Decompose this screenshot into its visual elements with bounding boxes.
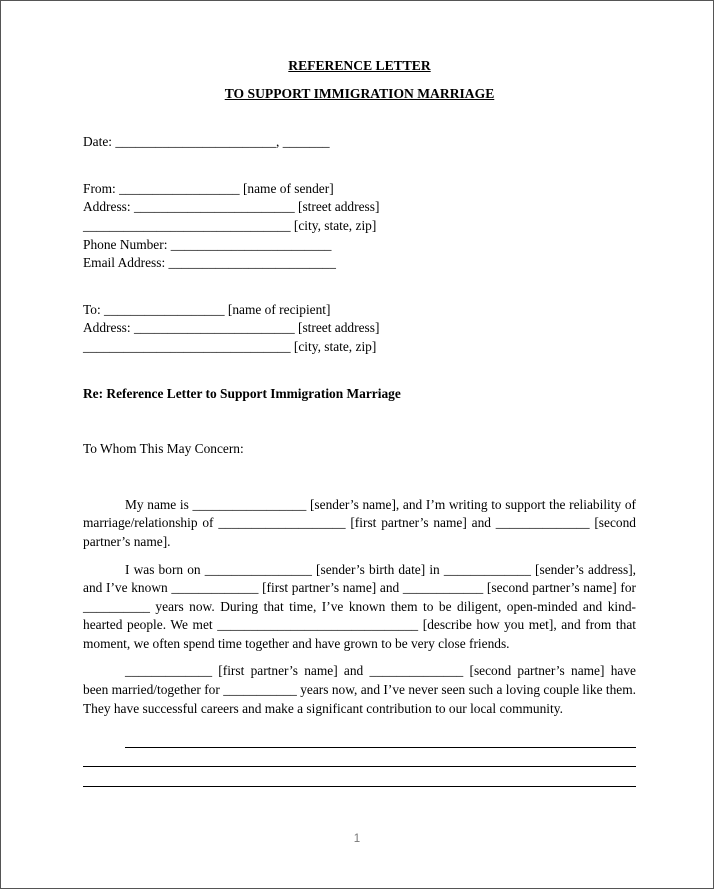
paragraph-introduction: My name is _________________ [sender’s name], and I’m writing to support the reliability of marriage/relationship of ___________________ [first partner’s name] and ______________ [second partner’s name]. bbox=[83, 496, 636, 549]
paragraph-couple: _____________ [first partner’s name] and ______________ [second partner’s name] have been married/together for ___________ years now, and I’ve never seen such a loving couple like them. They have successful careers and make a significant contribution to our local community. bbox=[83, 663, 636, 716]
recipient-address-line: Address: ________________________ [street address] bbox=[83, 320, 380, 336]
sender-city-line: _______________________________ [city, state, zip] bbox=[83, 217, 377, 233]
sender-phone-line: Phone Number: ________________________ bbox=[83, 236, 332, 252]
blank-line bbox=[83, 767, 636, 787]
date-line: Date: ________________________, _______ bbox=[83, 134, 330, 150]
date-section bbox=[83, 133, 636, 152]
recipient-city-line: _______________________________ [city, state, zip] bbox=[83, 338, 377, 354]
paragraph-background: I was born on ________________ [sender’s birth date] in _____________ [sender’s address], and I’ve known _____________ [first partner’s name] and ____________ [second partner’s name] for __________ years now. During that time, I’ve known them to be diligent, open-minded and kind-hearted people. We met ______________________________ [describe how you met], and from that moment, we often spend time together and have grown to be very close friends. bbox=[83, 561, 636, 651]
document-title: REFERENCE LETTER bbox=[288, 58, 431, 73]
blank-line bbox=[83, 748, 636, 768]
sender-address-line: Address: ________________________ [street address] bbox=[83, 199, 380, 215]
document-subtitle: TO SUPPORT IMMIGRATION MARRIAGE bbox=[224, 85, 495, 101]
page-number: 1 bbox=[353, 833, 361, 845]
recipient-section bbox=[83, 301, 636, 357]
subject-line: Re: Reference Letter to Support Immigration Marriage bbox=[83, 385, 401, 401]
letter-body bbox=[83, 55, 636, 787]
sender-name-line: From: __________________ [name of sender] bbox=[83, 180, 334, 196]
salutation: To Whom This May Concern: bbox=[83, 441, 244, 457]
sender-email-line: Email Address: _________________________ bbox=[83, 255, 336, 271]
sender-section bbox=[83, 180, 636, 273]
blank-writing-lines bbox=[83, 728, 636, 787]
recipient-name-line: To: __________________ [name of recipient] bbox=[83, 301, 331, 317]
blank-line bbox=[125, 728, 636, 748]
